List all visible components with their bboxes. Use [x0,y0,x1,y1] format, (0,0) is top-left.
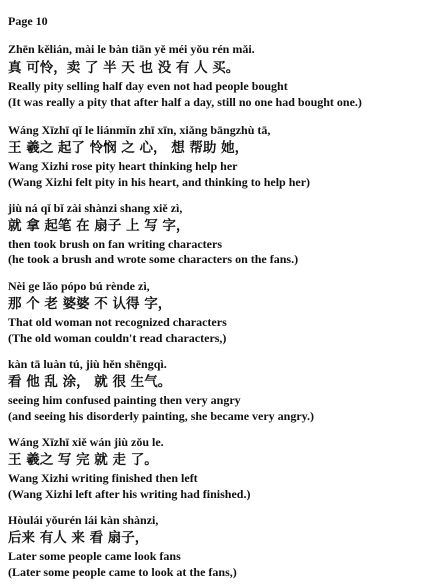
hanzi-line: 后来 有人 来 看 扇子， [8,530,149,546]
translation-line: (he took a brush and wrote some characters on the fans.) [8,252,299,266]
translation-line: (and seeing his disorderly painting, she became very angry.) [8,409,315,423]
hanzi-line: 王 羲之 写 完 就 走 了。 [8,452,158,468]
hanzi-line: 就 拿 起笔 在 扇子 上 写 字， [8,218,190,234]
pinyin-line: kàn tā luàn tú, jiù hěn shēngqì. [8,357,167,371]
translation-line: (Later some people came to look at the fans,) [8,565,237,579]
pinyin-line: jiù ná qǐ bǐ zài shànzi shang xiě zì, [8,201,183,215]
gloss-line: Wang Xizhi writing finished then left [8,471,198,485]
hanzi-line: 那 个 老 婆婆 不 认得 字， [8,296,172,312]
pinyin-line: Hòulái yǒurén lái kàn shànzi, [8,513,159,527]
gloss-line: seeing him confused painting then very angry [8,393,241,407]
hanzi-line: 真 可怜，卖 了 半 天 也 没 有 人 买。 [8,60,240,76]
pinyin-line: Wáng Xīzhī qǐ le liánmǐn zhī xīn, xiǎng bāngzhù tā, [8,123,271,137]
gloss-line: Wang Xizhi rose pity heart thinking help her [8,159,238,173]
translation-line: (It was really a pity that after half a day, still no one had bought one.) [8,95,362,109]
gloss-line: Really pity selling half day even not had people bought [8,79,288,93]
hanzi-line: 王 羲之 起了 怜悯 之 心， 想 帮助 她， [8,140,249,156]
gloss-line: then took brush on fan writing characters [8,237,223,251]
pinyin-line: Nèi ge lǎo pópo bú rènde zì, [8,279,150,293]
hanzi-line: 看 他 乱 涂， 就 很 生气。 [8,374,172,390]
translation-line: (Wang Xizhi left after his writing had finished.) [8,487,251,501]
gloss-line: That old woman not recognized characters [8,315,227,329]
pinyin-line: Wáng Xīzhī xiě wán jiù zǒu le. [8,435,164,449]
translation-line: (Wang Xizhi felt pity in his heart, and thinking to help her) [8,175,311,189]
page-number: Page 10 [8,14,48,28]
gloss-line: Later some people came look fans [8,549,181,563]
translation-line: (The old woman couldn't read characters,) [8,331,227,345]
pinyin-line: Zhēn kělián, mài le bàn tiān yě méi yǒu rén mǎi. [8,42,255,56]
